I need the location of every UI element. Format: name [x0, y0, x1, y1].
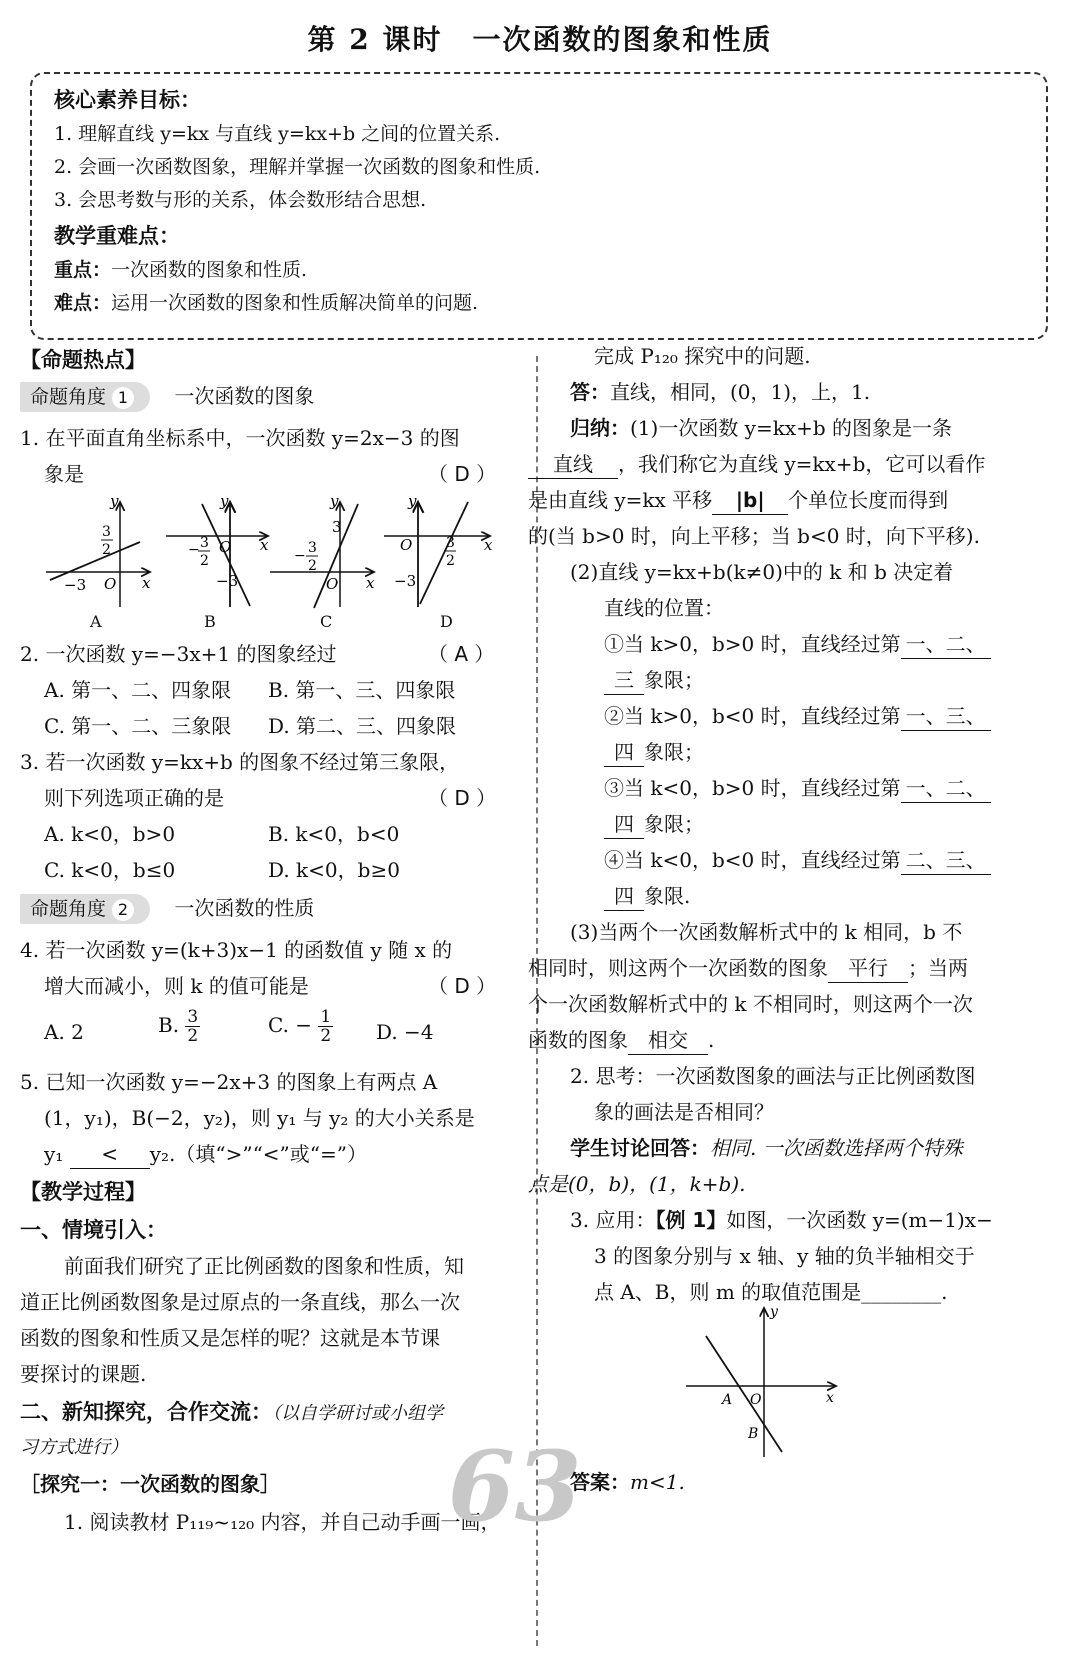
svg-text:y: y: [408, 492, 417, 510]
graph-label-d: D: [440, 612, 453, 631]
svg-text:O: O: [104, 575, 117, 593]
difficult-point: 难点：运用一次函数的图象和性质解决简单的问题.: [54, 292, 479, 314]
svg-text:3: 3: [200, 535, 209, 551]
graph-label-a: A: [90, 612, 102, 631]
angle1-header: 命题角度 1 一次函数的图象: [20, 382, 314, 412]
example-graph: [680, 1302, 850, 1462]
summary-line5: (2)直线 y=kx+b(k≠0)中的 k 和 b 决定着: [570, 560, 954, 584]
svg-text:y: y: [770, 1304, 778, 1320]
q2-answer: （ A ）: [428, 642, 495, 666]
svg-text:y: y: [330, 492, 339, 510]
section1-text: 函数的图象和性质又是怎样的呢？这就是本节课: [20, 1326, 440, 1350]
svg-text:3: 3: [308, 540, 317, 556]
case-line: ①当 k>0，b>0 时，直线经过第 一、二、: [604, 630, 991, 659]
case-line: ③当 k<0，b>0 时，直线经过第 一、二、: [604, 774, 991, 803]
q3-line2: 则下列选项正确的是: [44, 786, 224, 810]
q3-line1: 3. 若一次函数 y=kx+b 的图象不经过第三象限，: [20, 750, 460, 774]
svg-text:x: x: [142, 574, 151, 592]
page-number: 63: [448, 1430, 582, 1543]
hot-topics-title: 【命题热点】: [20, 348, 146, 372]
q4-option-c: C. − $\frac{1}{2}$: [268, 1007, 332, 1046]
svg-text:3: 3: [102, 524, 111, 540]
q2-option: C. 第一、二、三象限: [44, 714, 232, 738]
parallel-line2: 相同时，则这两个一次函数的图象 平行 ；当两: [528, 954, 968, 983]
parallel-line1: (3)当两个一次函数解析式中的 k 相同，b 不: [570, 920, 963, 944]
summary-line3: 是由直线 y=kx 平移 |b| 个单位长度而得到: [528, 486, 948, 515]
q1-line2: 象是: [44, 462, 84, 486]
answer-line: 答：直线，相同，(0，1)，上，1.: [570, 380, 871, 404]
goal-item: 3. 会思考数与形的关系，体会数形结合思想.: [54, 189, 427, 211]
blank-shift: |b|: [712, 486, 788, 515]
summary-line6: 直线的位置：: [604, 596, 724, 620]
q1-answer: （ D ）: [428, 462, 497, 486]
q2-line: 2. 一次函数 y=−3x+1 的图象经过: [20, 642, 337, 666]
example-line3: 点 A、B，则 m 的取值范围是________.: [594, 1280, 948, 1304]
example-line2: 3 的图象分别与 x 轴、y 轴的负半轴相交于: [594, 1244, 975, 1268]
q2-option: D. 第二、三、四象限: [268, 714, 457, 738]
example-answer: 答案：m<1.: [570, 1470, 685, 1494]
graph-d: [384, 492, 493, 607]
svg-text:O: O: [326, 575, 339, 593]
q3-option: D. k<0，b≥0: [268, 858, 400, 882]
q4-line2: 增大而减小，则 k 的值可能是: [44, 974, 309, 998]
svg-text:y: y: [220, 492, 229, 510]
goal-item: 1. 理解直线 y=kx 与直线 y=kx+b 之间的位置关系.: [54, 123, 501, 145]
svg-text:x: x: [366, 574, 375, 592]
svg-text:−3: −3: [216, 572, 239, 590]
summary-line4: 的(当 b>0 时，向上平移；当 b<0 时，向下平移).: [528, 524, 980, 548]
q3-answer: （ D ）: [428, 786, 497, 810]
q5-line3: y₁ < y₂.（填“>”“<”或“=”）: [44, 1140, 367, 1169]
q5-line2: (1，y₁)，B(−2，y₂)，则 y₁ 与 y₂ 的大小关系是: [44, 1106, 475, 1130]
q5-line1: 5. 已知一次函数 y=−2x+3 的图象上有两点 A: [20, 1070, 438, 1094]
case-line: ④当 k<0，b<0 时，直线经过第 二、三、: [604, 846, 991, 875]
svg-text:O: O: [400, 536, 413, 554]
q4-option-d: D. −4: [376, 1020, 434, 1044]
parallel-line3: 个一次函数解析式中的 k 不相同时，则这两个一次: [528, 992, 973, 1016]
section2-note: 习方式进行）: [20, 1437, 128, 1458]
key-point: 重点：一次函数的图象和性质.: [54, 259, 308, 281]
svg-text:3: 3: [332, 518, 342, 536]
svg-text:−3: −3: [394, 572, 417, 590]
angle2-header: 命题角度 2 一次函数的性质: [20, 894, 314, 924]
difficulty-heading: 教学重难点：: [54, 224, 180, 248]
q4-answer: （ D ）: [428, 974, 497, 998]
discuss-line2: 点是(0，b)，(1，k+b).: [528, 1172, 746, 1196]
blank-line: 直线: [528, 450, 618, 479]
summary-line2: 直线 ，我们称它为直线 y=kx+b，它可以看作: [528, 450, 985, 479]
case-line: 四 象限；: [604, 810, 704, 839]
explore1-title: ［探究一：一次函数的图象］: [20, 1472, 280, 1496]
svg-text:2: 2: [308, 558, 317, 574]
svg-text:3: 3: [446, 535, 455, 551]
q4-option-a: A. 2: [44, 1020, 84, 1044]
svg-text:2: 2: [200, 553, 209, 569]
svg-text:x: x: [260, 536, 269, 554]
graph-b: [166, 492, 269, 607]
svg-text:O: O: [219, 538, 232, 556]
q3-option: C. k<0，b≤0: [44, 858, 176, 882]
section2-title: 二、新知探究，合作交流：（以自学研讨或小组学: [20, 1400, 443, 1424]
svg-text:−: −: [294, 548, 306, 564]
graph-label-b: B: [204, 612, 216, 631]
q1-graphs: [38, 492, 503, 617]
svg-text:−3: −3: [64, 576, 87, 594]
svg-text:A: A: [722, 1392, 733, 1408]
read-instruction: 1. 阅读教材 P₁₁₉~₁₂₀ 内容，并自己动手画一画，: [64, 1510, 501, 1534]
q2-option: A. 第一、二、四象限: [44, 678, 232, 702]
graph-label-c: C: [320, 612, 333, 631]
svg-text:O: O: [750, 1392, 762, 1408]
section1-text: 前面我们研究了正比例函数的图象和性质，知: [64, 1254, 464, 1278]
r-line: 完成 P₁₂₀ 探究中的问题.: [594, 344, 811, 368]
q1-line1: 1. 在平面直角坐标系中，一次函数 y=2x−3 的图: [20, 426, 460, 450]
summary-line: 归纳：(1)一次函数 y=kx+b 的图象是一条: [570, 416, 953, 440]
discuss-line1: 学生讨论回答：相同. 一次函数选择两个特殊: [570, 1136, 963, 1160]
think-line1: 2. 思考：一次函数图象的画法与正比例函数图: [570, 1064, 976, 1088]
section1-text: 道正比例函数图象是过原点的一条直线，那么一次: [20, 1290, 460, 1314]
svg-text:2: 2: [446, 553, 455, 569]
case-line: 四 象限；: [604, 738, 704, 767]
q3-option: A. k<0，b>0: [44, 822, 176, 846]
svg-text:x: x: [826, 1390, 834, 1406]
goals-box: [30, 72, 1048, 340]
case-line: ②当 k>0，b<0 时，直线经过第 一、三、: [604, 702, 991, 731]
parallel-line4: 函数的图象 相交 .: [528, 1026, 714, 1055]
q4-option-b: B. $\frac{3}{2}$: [158, 1007, 199, 1046]
page-title: 第 2 课时 一次函数的图象和性质: [307, 23, 773, 56]
goals-heading: 核心素养目标：: [54, 88, 201, 112]
svg-text:−: −: [188, 542, 200, 558]
graph-c: [270, 492, 375, 608]
svg-text:B: B: [748, 1426, 759, 1442]
graph-a: [46, 492, 151, 607]
case-line: 三 象限；: [604, 666, 704, 695]
svg-text:y: y: [110, 492, 119, 510]
example-line1: 3. 应用：【例 1】如图，一次函数 y=(m−1)x−: [570, 1208, 993, 1232]
q5-blank: <: [70, 1140, 150, 1169]
svg-text:2: 2: [102, 542, 111, 558]
q3-option: B. k<0，b<0: [268, 822, 400, 846]
case-line: 四 象限.: [604, 882, 690, 911]
q4-line1: 4. 若一次函数 y=(k+3)x−1 的函数值 y 随 x 的: [20, 938, 453, 962]
section1-text: 要探讨的课题.: [20, 1362, 147, 1386]
think-line2: 象的画法是否相同？: [594, 1100, 774, 1124]
section1-title: 一、情境引入：: [20, 1218, 167, 1242]
svg-text:x: x: [484, 536, 493, 554]
q2-option: B. 第一、三、四象限: [268, 678, 456, 702]
process-title: 【教学过程】: [20, 1180, 146, 1204]
goal-item: 2. 会画一次函数图象，理解并掌握一次函数的图象和性质.: [54, 156, 541, 178]
